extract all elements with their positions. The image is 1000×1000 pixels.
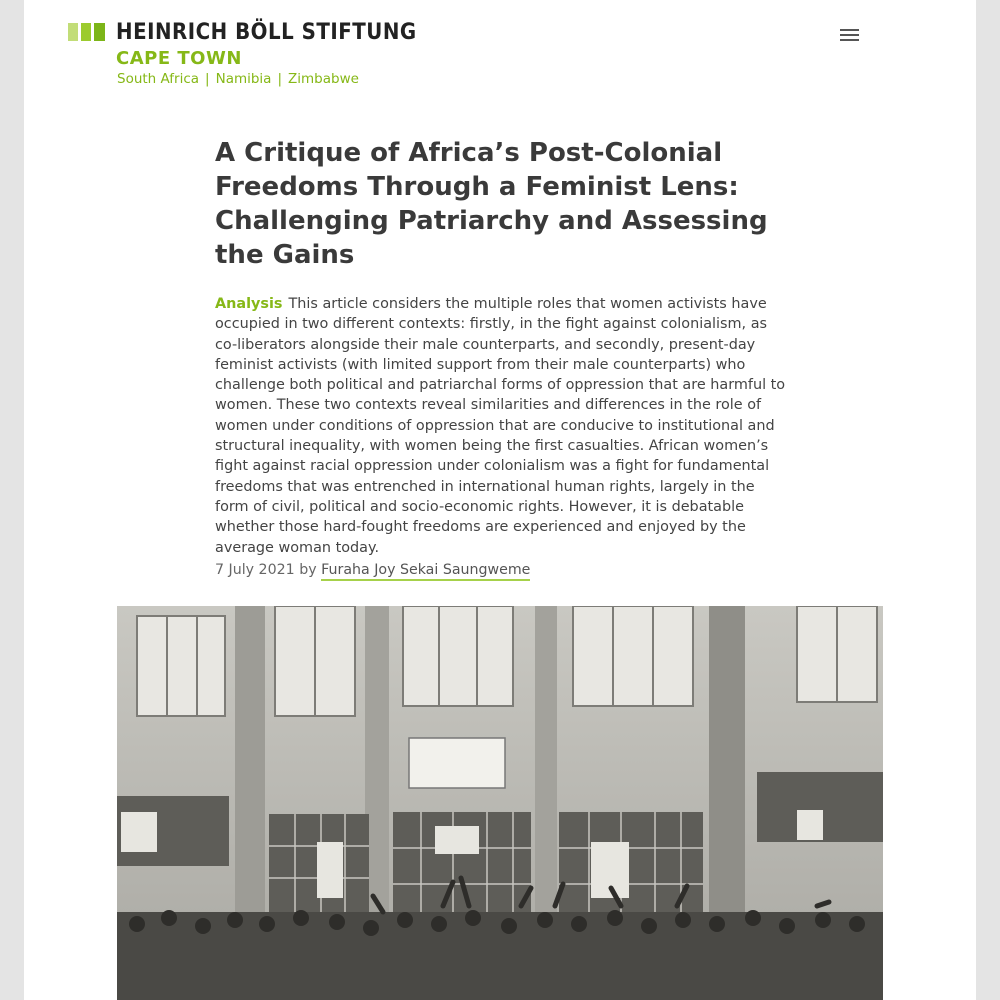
org-name: HEINRICH BÖLL STIFTUNG	[116, 20, 417, 45]
article-kicker[interactable]: Analysis	[215, 296, 283, 312]
page	[24, 0, 976, 1000]
hero-photo	[117, 606, 883, 1000]
office-name: CAPE TOWN	[116, 48, 242, 69]
hamburger-menu-icon[interactable]	[838, 26, 862, 46]
article-title: A Critique of Africa’s Post-Colonial Freedoms Through a Feminist Lens: Challenging Patriarchy and Assessing the Gains	[215, 138, 768, 270]
region-zimbabwe: Zimbabwe	[288, 71, 359, 87]
article-lead-text: This article considers the multiple roles that women activists have occupied in two different contexts: firstly, in the fight against colonialism, as co-liberators alongside their male counterparts, and secondly, present-day feminist activists (with limited support from their male counterparts) who challenge both political and patriarchal forms of oppression that are harmful to women. These two contexts reveal similarities and differences in the role of women under conditions of oppression that are conducive to institutional and structural inequality, with women being the first casualties. African women’s fight against racial oppression under colonialism was a fight for fundamental freedoms that was entrenched in international human rights, largely in the form of civil, political and socio-economic rights. However, it is debatable whether those hard-fought freedoms are experienced and enjoyed by the average woman today.	[215, 296, 786, 556]
article-date: 7 July 2021	[215, 562, 295, 578]
byline-by: by	[299, 562, 317, 578]
logo-bars-icon	[68, 23, 106, 41]
article-byline	[215, 562, 530, 578]
region-list	[117, 71, 359, 87]
region-south-africa: South Africa	[117, 71, 200, 87]
article-lead	[215, 294, 787, 558]
protest-photo-illustration	[117, 606, 883, 1000]
author-link[interactable]: Furaha Joy Sekai Saungweme	[321, 562, 530, 581]
region-namibia: Namibia	[215, 71, 272, 87]
region-separator: |	[277, 71, 283, 87]
region-separator: |	[205, 71, 210, 87]
